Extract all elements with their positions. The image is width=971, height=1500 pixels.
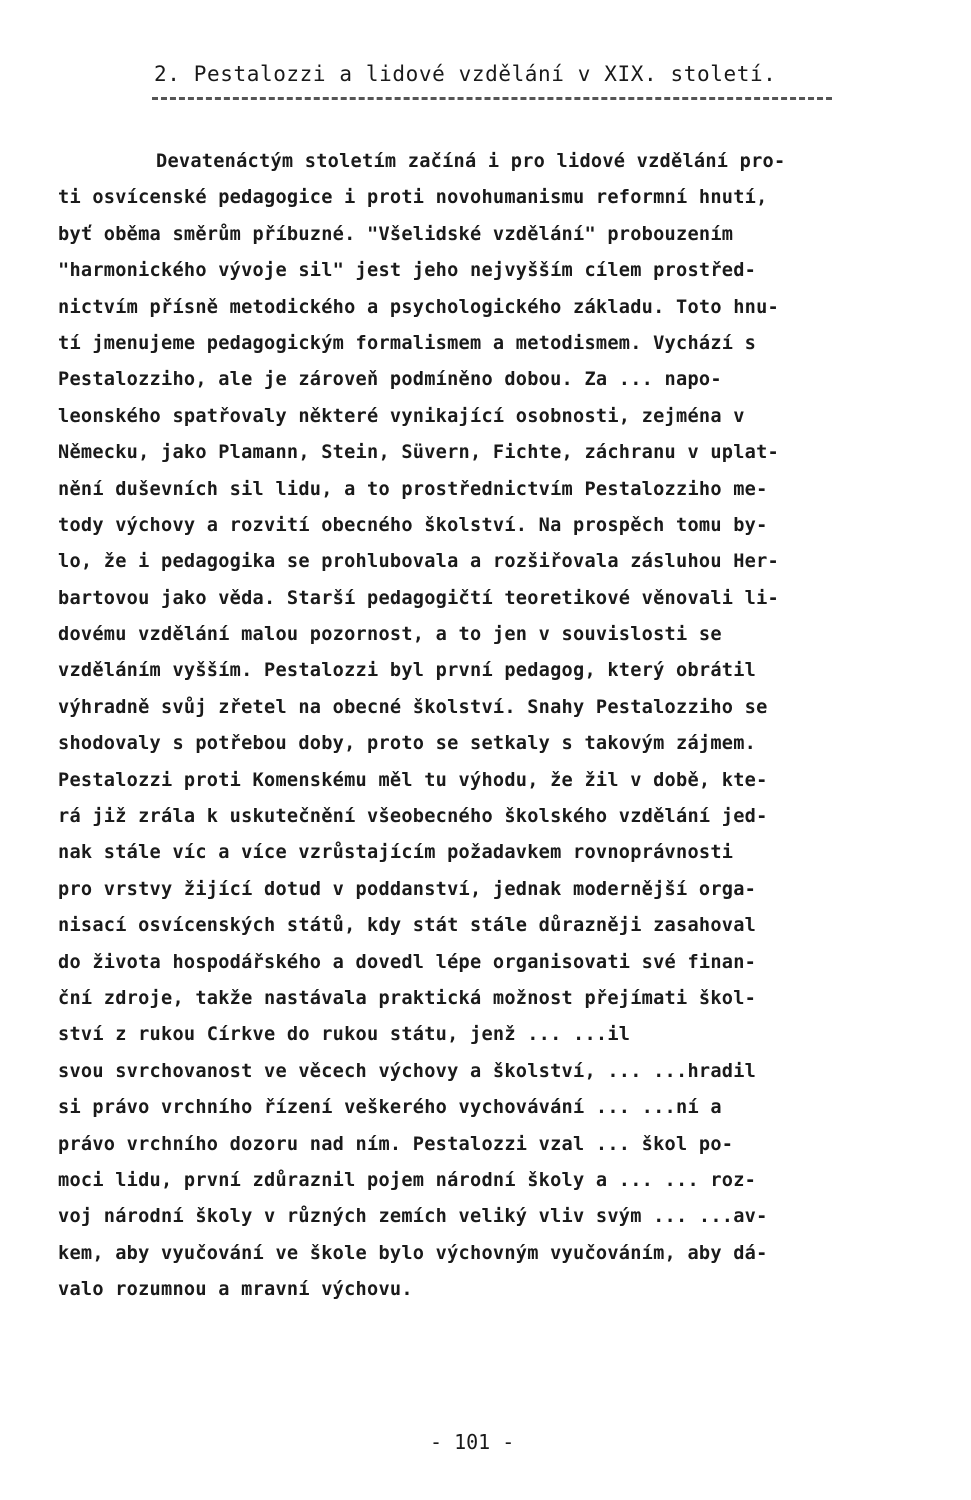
text-line: tí jmenujeme pedagogickým formalismem a metodismem. Vychází s	[58, 332, 757, 354]
text-line: si právo vrchního řízení veškerého vychovávání ... ...ní a	[58, 1097, 722, 1119]
text-line: shodovaly s potřebou doby, proto se setkaly s takovým zájmem.	[58, 733, 757, 755]
text-line: svou svrchovanost ve věcech výchovy a školství, ... ...hradil	[58, 1060, 757, 1082]
text-line: voj národní školy v různých zemích veliký vliv svým ... ...av-	[58, 1206, 768, 1228]
text-line: pro vrstvy žijící dotud v poddanství, jednak modernější orga-	[58, 878, 757, 900]
text-line: bartovou jako věda. Starší pedagogičtí teoretikové věnovali li-	[58, 587, 779, 609]
text-line: nění duševních sil lidu, a to prostřednictvím Pestalozziho me-	[58, 478, 768, 500]
text-line: kem, aby vyučování ve škole bylo výchovným vyučováním, aby dá-	[58, 1242, 768, 1264]
text-line: výhradně svůj zřetel na obecné školství. Snahy Pestalozziho se	[58, 696, 768, 718]
text-line: tody výchovy a rozvití obecného školství. Na prospěch tomu by-	[58, 514, 768, 536]
text-line: Pestalozzi proti Komenskému měl tu výhodu, že žil v době, kte-	[58, 769, 768, 791]
text-line: "harmonického vývoje sil" jest jeho nejvyšším cílem prostřed-	[58, 260, 757, 282]
text-line: vzděláním vyšším. Pestalozzi byl první pedagog, který obrátil	[58, 660, 757, 682]
text-line: valo rozumnou a mravní výchovu.	[58, 1279, 413, 1301]
text-line: nictvím přísně metodického a psychologického základu. Toto hnu-	[58, 296, 779, 318]
text-line: právo vrchního dozoru nad ním. Pestalozzi vzal ... škol po-	[58, 1133, 734, 1155]
text-line: Devatenáctým stoletím začíná i pro lidové vzdělání pro-	[156, 151, 786, 172]
text-line: nak stále víc a více vzrůstajícím požadavkem rovnoprávnosti	[58, 842, 734, 864]
text-line: do života hospodářského a dovedl lépe organisovati své finan-	[58, 951, 757, 973]
text-line: nisací osvícenských států, kdy stát stále důrazněji zasahoval	[58, 915, 757, 937]
text-line: lo, že i pedagogika se prohlubovala a rozšiřovala zásluhou Her-	[58, 551, 779, 573]
body-text	[58, 144, 938, 1309]
text-line: Německu, jako Plamann, Stein, Süvern, Fichte, záchranu v uplat-	[58, 442, 779, 464]
text-line: byť oběma směrům příbuzné. "Všelidské vzdělání" probouzením	[58, 223, 734, 245]
text-line: Pestalozziho, ale je zároveň podmíněno dobou. Za ... napo-	[58, 369, 722, 391]
text-line: ční zdroje, takže nastávala praktická možnost přejímati škol-	[58, 987, 757, 1009]
text-line: ti osvícenské pedagogice i proti novohumanismu reformní hnutí,	[58, 187, 768, 209]
page-number: - 101 -	[430, 1430, 515, 1454]
heading-underline	[152, 97, 832, 100]
text-line: leonského spatřovaly některé vynikající osobnosti, zejména v	[58, 405, 745, 427]
text-line: moci lidu, první zdůraznil pojem národní školy a ... ... roz-	[58, 1169, 757, 1191]
text-line: ství z rukou Církve do rukou státu, jenž ... ...il	[58, 1024, 631, 1046]
text-line: rá již zrála k uskutečnění všeobecného školského vzdělání jed-	[58, 806, 768, 828]
section-heading: 2. Pestalozzi a lidové vzdělání v XIX. století.	[154, 62, 777, 86]
text-line: dovému vzdělání malou pozornost, a to jen v souvislosti se	[58, 624, 722, 646]
